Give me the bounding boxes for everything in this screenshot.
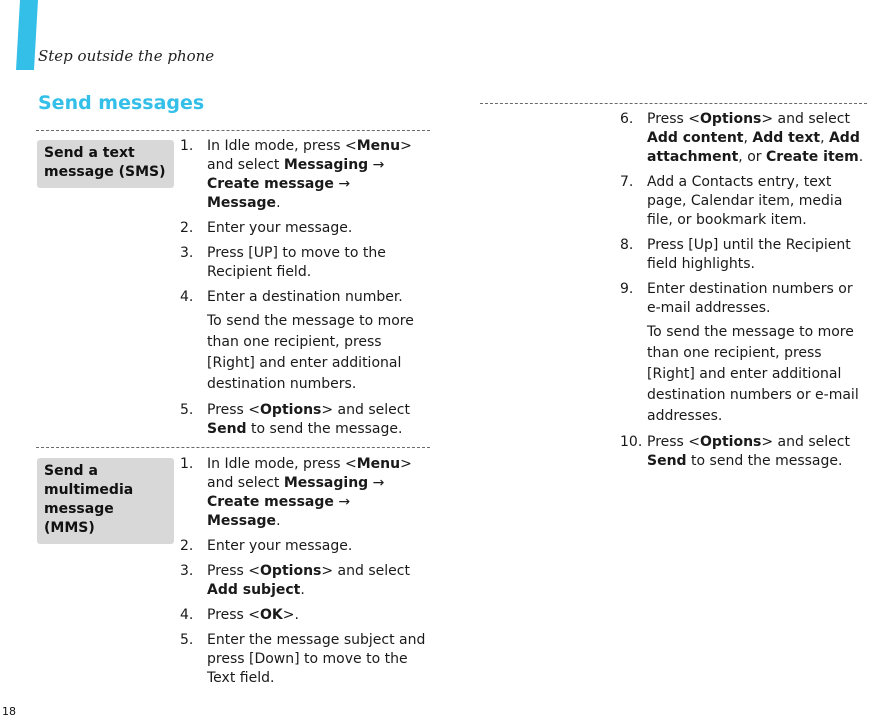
- step-item: [620, 433, 866, 471]
- ui-term: Message: [207, 513, 277, 529]
- step-number: 8.: [620, 237, 634, 253]
- step-text: Enter destination numbers or e-mail addresses.: [647, 281, 853, 316]
- step-text: Enter your message.: [207, 220, 353, 236]
- step-number: 5.: [180, 632, 194, 648]
- page-header-title: Step outside the phone: [38, 47, 215, 65]
- ui-term: Message: [207, 195, 277, 211]
- step-text: Press [UP] to move to the Recipient field.: [207, 245, 386, 280]
- step-text: In Idle mode, press <Menu> and select Messaging → Create message → Message.: [207, 138, 412, 211]
- ui-term: Create message: [207, 176, 334, 192]
- step-number: 2.: [180, 538, 194, 554]
- step-text: Enter your message.: [207, 538, 353, 554]
- step-item: [180, 606, 428, 625]
- step-note: To send the message to more than one recipient, press [Right] and enter additional destination numbers or e-mail addresses.: [647, 324, 859, 424]
- step-item: [620, 280, 866, 427]
- step-number: 10.: [620, 434, 643, 450]
- step-text: Enter the message subject and press [Down] to move to the Text field.: [207, 632, 426, 686]
- ui-term: Options: [700, 434, 762, 450]
- step-item: [180, 455, 428, 531]
- ui-term: Options: [260, 563, 322, 579]
- mms-label-box: Send a multimedia message (MMS): [37, 458, 174, 544]
- step-item: [180, 401, 428, 439]
- step-number: 2.: [180, 220, 194, 236]
- step-text: In Idle mode, press <Menu> and select Messaging → Create message → Message.: [207, 456, 412, 529]
- ui-term: Create message: [207, 494, 334, 510]
- step-item: [180, 288, 428, 395]
- step-text: Press <Options> and select Add subject.: [207, 563, 410, 598]
- ui-term: Options: [700, 111, 762, 127]
- step-text: Press [Up] until the Recipient field highlights.: [647, 237, 851, 272]
- ui-term: Options: [260, 402, 322, 418]
- ui-term: Messaging: [283, 475, 369, 491]
- step-number: 6.: [620, 111, 634, 127]
- ui-term: Messaging: [283, 157, 369, 173]
- divider-right-column: [480, 103, 867, 104]
- step-item: [620, 236, 866, 274]
- ui-term: Add attachment: [647, 130, 860, 165]
- step-item: [180, 244, 428, 282]
- step-text: Press <Options> and select Send to send the message.: [207, 402, 410, 437]
- ui-term: Add content: [647, 130, 744, 146]
- step-text: Add a Contacts entry, text page, Calendar item, media file, or bookmark item.: [647, 174, 843, 228]
- step-text: Enter a destination number.: [207, 289, 403, 305]
- ui-term: Add subject: [207, 582, 301, 598]
- step-text: Press <OK>.: [207, 607, 299, 623]
- step-number: 5.: [180, 402, 194, 418]
- step-text: Press <Options> and select Add content, Add text, Add attachment, or Create item.: [647, 111, 864, 165]
- step-number: 4.: [180, 289, 194, 305]
- ui-term: Create item: [765, 149, 859, 165]
- continued-steps-list: [620, 110, 866, 477]
- step-item: [180, 562, 428, 600]
- section-title: Send messages: [38, 92, 205, 114]
- step-item: [180, 137, 428, 213]
- step-item: [180, 631, 428, 688]
- ui-term: Menu: [356, 456, 401, 472]
- sms-label-box: Send a text message (SMS): [37, 140, 174, 188]
- step-number: 9.: [620, 281, 634, 297]
- step-number: 7.: [620, 174, 634, 190]
- ui-term: Menu: [356, 138, 401, 154]
- page-number: 18: [2, 705, 16, 718]
- step-item: [620, 173, 866, 230]
- divider-mms: [36, 447, 430, 448]
- ui-term: Send: [647, 453, 687, 469]
- step-item: [620, 110, 866, 167]
- step-text: Press <Options> and select Send to send the message.: [647, 434, 850, 469]
- step-item: [180, 219, 428, 238]
- ui-term: Send: [207, 421, 247, 437]
- step-number: 1.: [180, 138, 194, 154]
- step-number: 3.: [180, 563, 194, 579]
- sms-steps-list: [180, 137, 428, 445]
- step-number: 4.: [180, 607, 194, 623]
- mms-steps-list: [180, 455, 428, 694]
- ui-term: Add text: [752, 130, 821, 146]
- step-item: [180, 537, 428, 556]
- step-number: 3.: [180, 245, 194, 261]
- ui-term: OK: [260, 607, 283, 623]
- step-number: 1.: [180, 456, 194, 472]
- step-note: To send the message to more than one recipient, press [Right] and enter additional destination numbers.: [207, 313, 414, 392]
- divider-sms: [36, 130, 430, 131]
